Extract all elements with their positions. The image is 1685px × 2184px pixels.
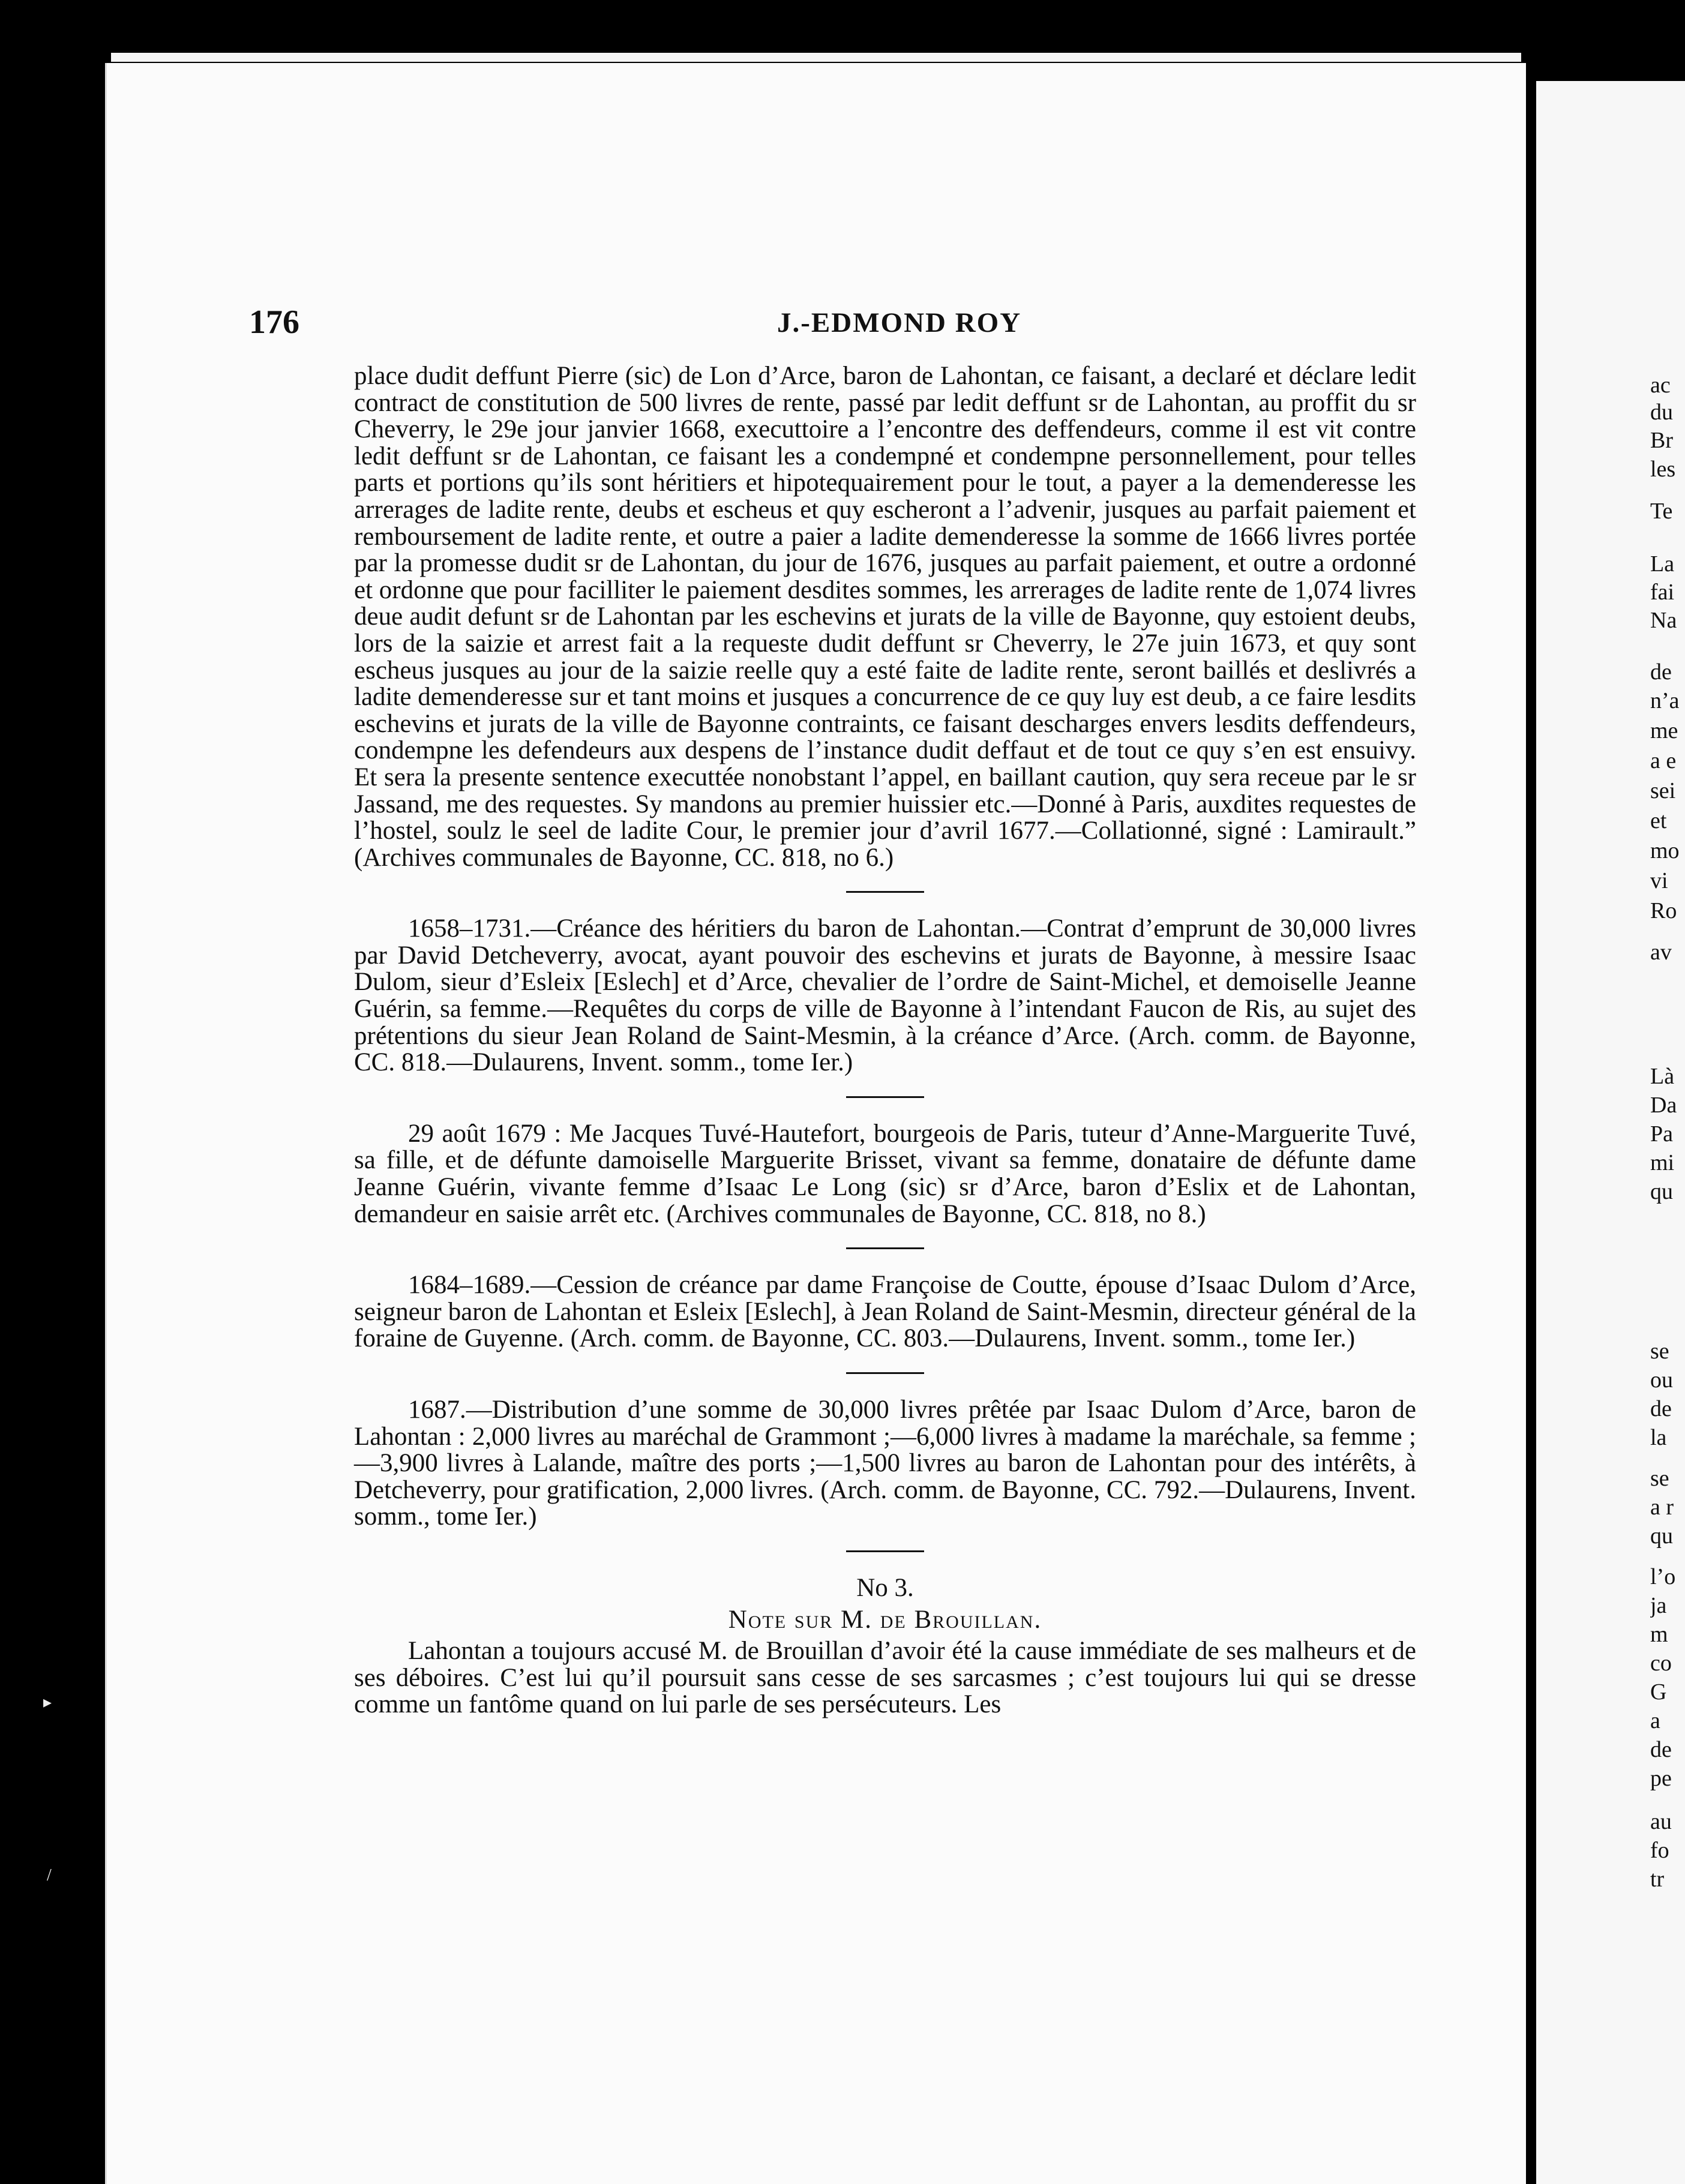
- facing-page-fragment: fai: [1650, 580, 1675, 605]
- facing-page-fragment: av: [1650, 940, 1672, 965]
- facing-page-fragment: Na: [1650, 608, 1677, 633]
- scan-mark: /: [47, 1866, 52, 1885]
- facing-page-fragment: Da: [1650, 1093, 1677, 1118]
- section-divider: [846, 1372, 924, 1374]
- facing-page-fragment: ou: [1650, 1367, 1673, 1393]
- facing-page-fragment: pe: [1650, 1766, 1672, 1791]
- facing-page-fragment: tr: [1650, 1867, 1665, 1892]
- facing-page-fragment: de: [1650, 1396, 1672, 1421]
- facing-page-fragment: au: [1650, 1809, 1672, 1834]
- facing-page-fragment: Ro: [1650, 898, 1677, 923]
- facing-page-fragment: fo: [1650, 1838, 1669, 1863]
- facing-page-fragment: n’a: [1650, 688, 1680, 713]
- page-header: [249, 303, 1022, 345]
- facing-page-fragment: de: [1650, 1737, 1672, 1762]
- body-paragraph: place dudit deffunt Pierre (sic) de Lon d’Arce, baron de Lahontan, ce faisant, a declaré et déclare ledit contract de constitution de 500 livres de rente, passé par ledit deffunt sr de Lahontan, au proffit du sr Cheverry, le 29e jour janvier 1668, executtoire a l’encontre des deffendeurs, comme il est vit contre ledit deffunt sr de Lahontan, ce faisant les a condempné et condempne personnellement, pour telles parts et portions qu’ils sont héritiers et hipotequairement pour le tout, a payer a la demenderesse les arrerages de ladite rente, deubs et escheus et quy escheront a l’advenir, jusques au parfait paiement et remboursement de ladite rente, et outre a paier a ladite demenderesse la somme de 1666 livres portée par la promesse dudit sr de Lahontan, du jour de 1676, jusques au parfait paiement, et outre a ordonné et ordonne que pour facilliter le paiement desdites sommes, les arrerages de ladite rente de 1,074 livres deue audit defunt sr de Lahontan par les eschevins et jurats de la ville de Bayonne, quy estoient deubs, lors de la saizie et arrest fait a la requeste dudit deffunt sr Cheverry, le 27e juin 1673, et quy sont escheus jusques au jour de la saizie reelle quy a esté faite de ladite rente, seront baillés et deslivrés a ladite demenderesse sur et tant moins et jusques a concurrence de ce quy luy est deub, a ce faire lesdits eschevins et jurats de la ville de Bayonne contraints, ce faisant descharges envers lesdits deffendeurs, condempne les defendeurs aux despens de l’instance dudit deffaut et de tout ce quy s’en est ensuivy. Et sera la presente sentence executtée nonobstant l’appel, en baillant caution, quy sera receue par le sr Jassand, me des requestes. Sy mandons au premier huissier etc.—Donné à Paris, auxdites requestes de l’hostel, soulz le seel de ladite Cour, le premier jour d’avril 1677.—Collationné, signé : Lamirault.” (Archives communales de Bayonne, CC. 818, no 6.): [354, 362, 1416, 872]
- running-head: J.-EDMOND ROY: [777, 307, 1022, 338]
- page-text: [354, 363, 1416, 1718]
- facing-page-fragment: mi: [1650, 1150, 1675, 1175]
- facing-page-fragment: se: [1650, 1466, 1669, 1491]
- facing-page-fragment: de: [1650, 659, 1672, 685]
- section-divider: [846, 1550, 924, 1552]
- facing-page-fragment: a e: [1650, 748, 1677, 773]
- facing-page-fragment: a r: [1650, 1495, 1674, 1520]
- facing-page-fragment: Te: [1650, 499, 1673, 524]
- facing-page-fragment: qu: [1650, 1179, 1673, 1204]
- facing-page-fragment: co: [1650, 1651, 1672, 1676]
- section-number: No 3.: [856, 1573, 914, 1602]
- section-paragraph: Lahontan a toujours accusé M. de Brouillan d’avoir été la cause immédiate de ses malheurs et de ses déboires. C’est lui qu’il poursuit sans cesse de ses sarcasmes ; c’est toujours lui qui se dresse comme un fantôme quand on lui parle de ses persécuteurs. Les: [354, 1637, 1416, 1719]
- facing-page-fragment: mo: [1650, 838, 1680, 863]
- facing-page-fragment: me: [1650, 718, 1678, 743]
- scan-mark: ▸: [43, 1693, 52, 1712]
- facing-page-fragment: sei: [1650, 778, 1676, 803]
- facing-page-fragment: Pa: [1650, 1121, 1673, 1147]
- facing-page-fragment: G: [1650, 1679, 1667, 1705]
- facing-page-fragment: l’o: [1650, 1564, 1676, 1589]
- page-stack-edge: [111, 53, 1521, 62]
- facing-page-fragment: ac: [1650, 373, 1671, 398]
- facing-page-fragment: ja: [1650, 1593, 1667, 1618]
- facing-page-fragment: se: [1650, 1339, 1669, 1364]
- facing-page-fragment: a: [1650, 1708, 1660, 1733]
- facing-page-fragment: les: [1650, 457, 1676, 482]
- section-divider: [846, 1247, 924, 1249]
- archive-entry: 29 août 1679 : Me Jacques Tuvé-Hautefort, bourgeois de Paris, tuteur d’Anne-Marguerite Tuvé, sa fille, et de défunte damoiselle Marguerite Brisset, vivant sa femme, donataire de défunte dame Jeanne Guérin, vivante femme d’Isaac Le Long (sic) sr d’Arce, baron d’Eslix et de Lahontan, demandeur en saisie arrêt etc. (Archives communales de Bayonne, CC. 818, no 8.): [354, 1119, 1416, 1228]
- facing-page-fragment: La: [1650, 551, 1675, 577]
- archive-entry: 1658–1731.—Créance des héritiers du baron de Lahontan.—Contrat d’emprunt de 30,000 livres par David Detcheverry, avocat, ayant pouvoir des eschevins et jurats de Bayonne, à messire Isaac Dulom, sieur d’Esleix [Eslech] et d’Arce, chevalier de l’ordre de Saint-Michel, et demoiselle Jeanne Guérin, sa femme.—Requêtes du corps de ville de Bayonne à l’intendant Faucon de Ris, au sujet des prétentions du sieur Jean Roland de Saint-Mesmin, à la créance d’Arce. (Arch. comm. de Bayonne, CC. 818.—Dulaurens, Invent. somm., tome Ier.): [354, 914, 1416, 1077]
- section-divider: [846, 1096, 924, 1098]
- archive-entry: 1687.—Distribution d’une somme de 30,000 livres prêtée par Isaac Dulom d’Arce, baron de Lahontan : 2,000 livres au maréchal de Grammont ;—6,000 livres à madame la maréchale, sa femme ;—3,900 livres à Lalande, maître des ports ;—1,500 livres au baron de Lahontan pour des intérêts, à Detcheverry, pour gratification, 2,000 livres. (Arch. comm. de Bayonne, CC. 792.—Dulaurens, Invent. somm., tome Ier.): [354, 1396, 1416, 1531]
- facing-page-fragment: Là: [1650, 1064, 1675, 1089]
- facing-page-fragment: et: [1650, 808, 1667, 833]
- archive-entry: 1684–1689.—Cession de créance par dame Françoise de Coutte, épouse d’Isaac Dulom d’Arce, seigneur baron de Lahontan et Esleix [Eslech], à Jean Roland de Saint-Mesmin, directeur général de la foraine de Guyenne. (Arch. comm. de Bayonne, CC. 803.—Dulaurens, Invent. somm., tome Ier.): [354, 1271, 1416, 1353]
- facing-page-fragment: vi: [1650, 868, 1668, 893]
- facing-page-fragment: Br: [1650, 428, 1673, 453]
- facing-page-fragment: qu: [1650, 1523, 1673, 1549]
- section-title: Note sur M. de Brouillan.: [728, 1605, 1042, 1634]
- section-divider: [846, 891, 924, 893]
- facing-page-fragment: m: [1650, 1622, 1668, 1647]
- facing-page-fragment: la: [1650, 1425, 1667, 1450]
- page-number: 176: [249, 304, 299, 341]
- facing-page-fragment: du: [1650, 400, 1673, 425]
